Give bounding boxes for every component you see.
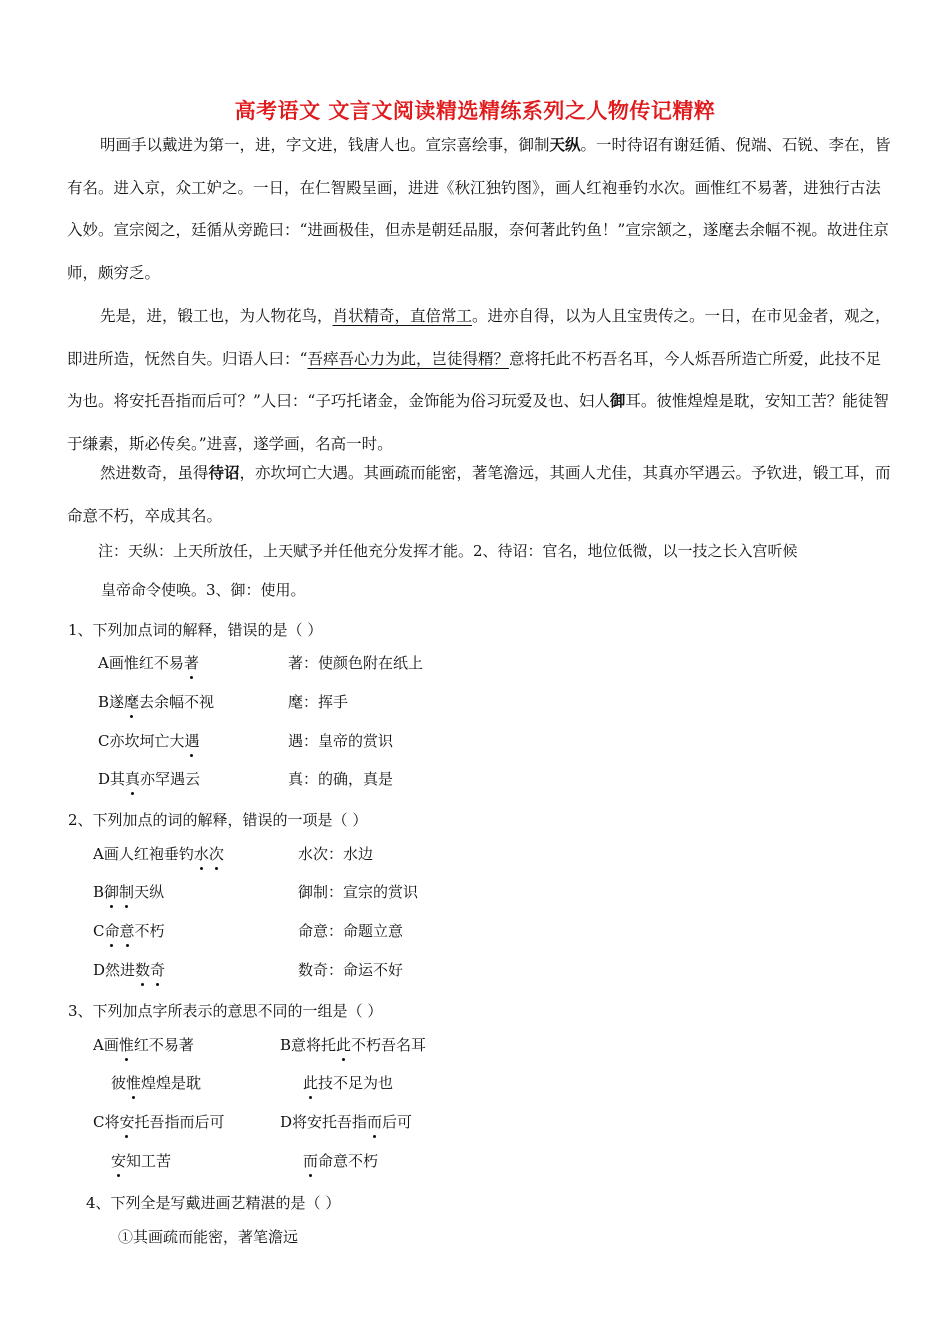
q3-option-d-line2: 而命意不朽 <box>303 1152 379 1170</box>
q1-option-d: D其真亦罕遇云 <box>98 770 201 788</box>
passage-text: 然进数奇，虽得 <box>100 464 209 482</box>
underlined-phrase: 吾瘁吾心力为此，岂徒得糈？ <box>307 349 509 368</box>
dotted-char: 奇 <box>150 961 166 979</box>
q3-option-a-line1: A画惟红不易著 <box>93 1036 194 1054</box>
q1-option-a: A画惟红不易著 <box>98 654 199 672</box>
underlined-phrase: 肖状精奇，直倍常工 <box>332 307 473 325</box>
dotted-char: 制 <box>119 883 135 901</box>
passage-text: 。一时待诏有谢廷循、倪端、石锐、李在，皆有名。进入京，众工妒之。一日，在仁智殿呈画，进进《秋江独钓图》，画人红袍垂钓水次。画惟红不易著，进独行古法入妙。宣宗阅之，廷循从旁跪曰：“进画极佳，但赤是朝廷品服，奈何著此钓鱼！”宣宗颔之，遂麾去余幅不视。故进住京师，颇穷乏。 <box>67 136 891 282</box>
dotted-char: 真 <box>125 770 141 788</box>
q3-option-c-line2: 安知工苦 <box>111 1152 172 1170</box>
q1-option-c-gloss: 遇：皇帝的赏识 <box>288 732 394 750</box>
dotted-char: 而 <box>367 1113 383 1131</box>
q3-option-a-line2: 彼惟煌煌是耽 <box>111 1074 202 1092</box>
dotted-char: 遇 <box>184 732 200 750</box>
dotted-char: 惟 <box>118 1036 134 1054</box>
passage-text: 。进亦自得，以为人且宝贵传之。一日，在市见金者，观之，即进所造，怃然自失。归语人曰：“ <box>67 307 891 368</box>
q3-option-d-line1: D将安托吾指而后可 <box>280 1113 413 1131</box>
dotted-char: 安 <box>119 1113 135 1131</box>
document-title: 高考语文 文言文阅读精选精练系列之人物传记精粹 <box>234 99 716 123</box>
q4-item-1: ①其画疏而能密，著笔澹远 <box>118 1228 299 1246</box>
question-2-stem: 2、下列加点的词的解释，错误的一项是（ ） <box>68 811 368 829</box>
dotted-char: 御 <box>104 883 120 901</box>
footnote-line: 注：天纵：上天所放任，上天赋予并任他充分发挥才能。2、待诏：官名，地位低微，以一技之长入宫听候 <box>98 542 798 560</box>
question-3-stem: 3、下列加点字所表示的意思不同的一组是（ ） <box>68 1002 383 1020</box>
dotted-char: 此 <box>303 1074 319 1092</box>
passage-text: 意将托此不朽吾名耳，今人烁吾所造亡所爱，此技不足为也。将安托吾指而后可？”人曰：“子巧托诸金，金饰能为俗习玩爱及也、妇人 <box>67 349 881 410</box>
q2-option-c-gloss: 命意：命题立意 <box>298 922 404 940</box>
q2-option-d-gloss: 数奇：命运不好 <box>298 961 404 979</box>
bold-term: 待诏 <box>208 464 240 482</box>
q3-option-c-line1: C将安托吾指而后可 <box>93 1113 225 1131</box>
dotted-char: 水 <box>193 845 209 863</box>
q1-option-b: B遂麾去余幅不视 <box>98 693 215 711</box>
bold-term: 御 <box>609 392 626 410</box>
dotted-char: 麾 <box>124 693 140 711</box>
q1-option-d-gloss: 真：的确，真是 <box>288 770 394 788</box>
q2-option-d: D然进数奇 <box>93 961 166 979</box>
q2-option-a: A画人红袍垂钓水次 <box>93 845 224 863</box>
q2-option-b-gloss: 御制：宣宗的赏识 <box>298 883 419 901</box>
q1-option-a-gloss: 著：使颜色附在纸上 <box>288 654 424 672</box>
dotted-char: 次 <box>208 845 224 863</box>
dotted-char: 命 <box>104 922 120 940</box>
q3-option-b-line2: 此技不足为也 <box>303 1074 394 1092</box>
dotted-char: 惟 <box>126 1074 142 1092</box>
dotted-char: 意 <box>119 922 135 940</box>
passage-text: ，亦坎坷亡大遇。其画疏而能密，著笔澹远，其画人尤佳，其真亦罕遇云。予钦进，锻工耳，而命意不朽，卒成其名。 <box>67 464 891 525</box>
q2-option-c: C命意不朽 <box>93 922 165 940</box>
q2-option-b: B御制天纵 <box>93 883 165 901</box>
passage-text: 先是，进，锻工也，为人物花鸟， <box>100 307 333 325</box>
dotted-char: 著 <box>183 654 199 672</box>
dotted-char: 数 <box>135 961 151 979</box>
passage-paragraph-3 <box>67 452 893 537</box>
dotted-char: 而 <box>303 1152 319 1170</box>
passage-text: 明画手以戴进为第一，进，字文进，钱唐人也。宣宗喜绘事，御制 <box>100 136 550 154</box>
q3-option-b-line1: B意将托此不朽吾名耳 <box>280 1036 427 1054</box>
dotted-char: 此 <box>336 1036 352 1054</box>
passage-paragraph-1 <box>67 124 893 294</box>
q1-option-c: C亦坎坷亡大遇 <box>98 732 200 750</box>
q2-option-a-gloss: 水次：水边 <box>298 845 374 863</box>
question-4-stem: 4、下列全是写戴进画艺精湛的是（ ） <box>86 1194 341 1212</box>
footnote <box>98 532 898 610</box>
footnote-line: 皇帝命令使唤。3、御：使用。 <box>101 581 306 599</box>
q1-option-b-gloss: 麾：挥手 <box>288 693 349 711</box>
passage-text: 耳。彼惟煌煌是耽，安知工苦？能徒智于缣素，斯必传矣。”进喜，遂学画，名高一时。 <box>67 392 889 453</box>
bold-term: 天纵 <box>549 136 581 154</box>
passage-paragraph-2 <box>67 295 893 465</box>
question-1-stem: 1、下列加点词的解释，错误的是（ ） <box>68 621 323 639</box>
dotted-char: 安 <box>111 1152 127 1170</box>
